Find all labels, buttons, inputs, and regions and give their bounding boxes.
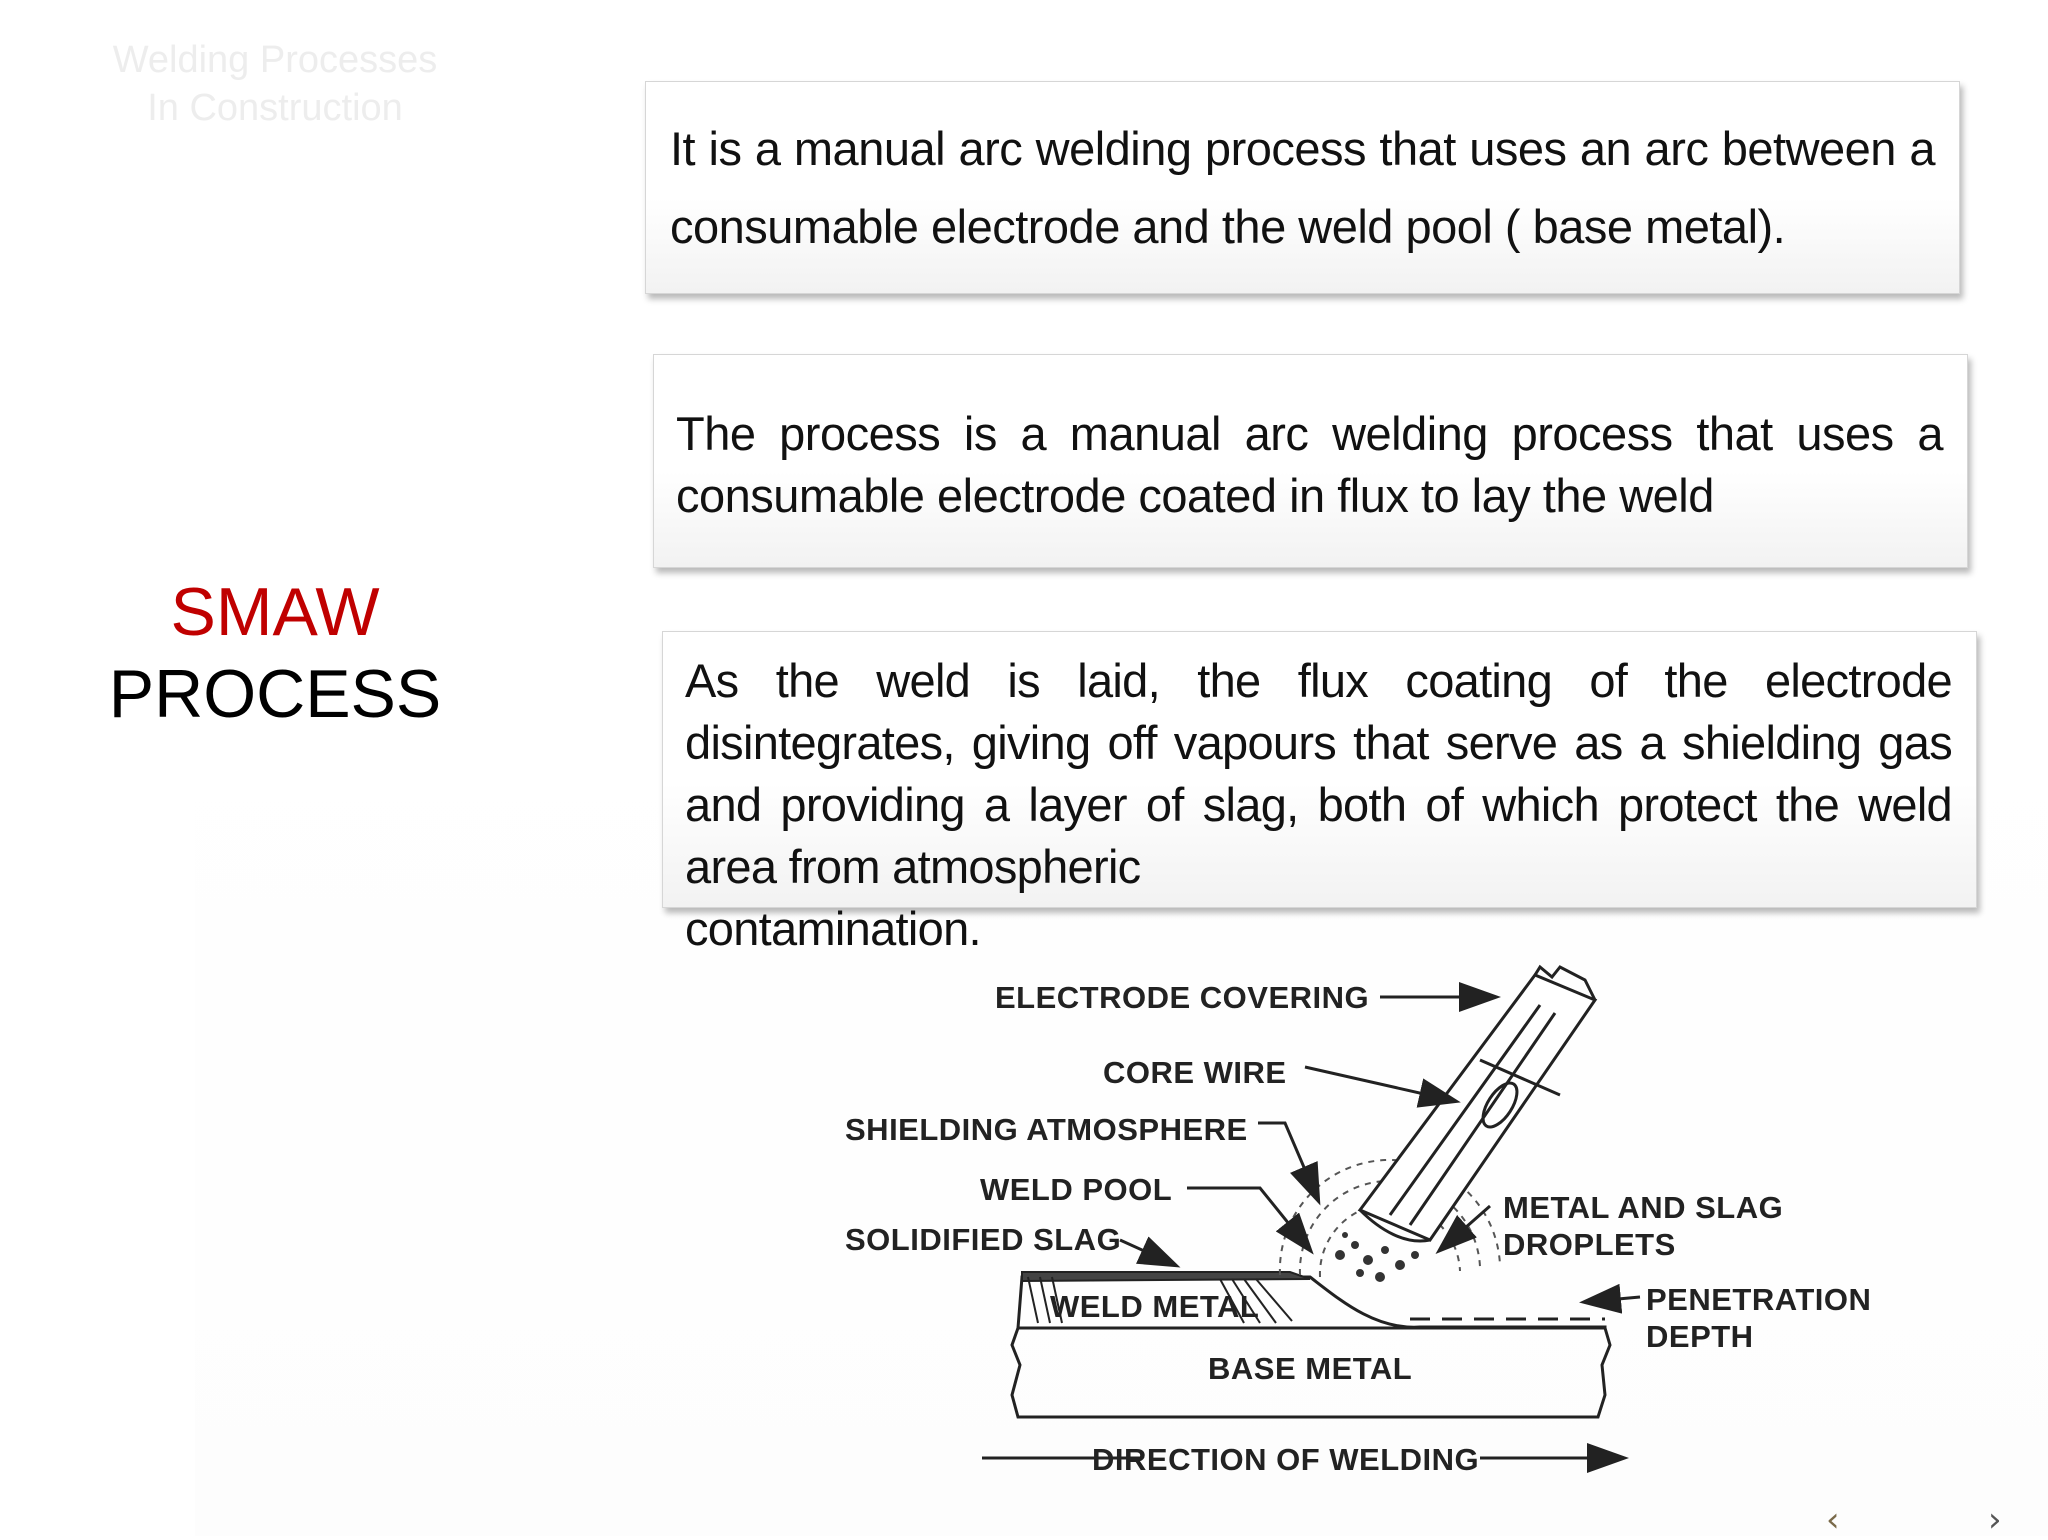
label-metal-slag-droplets-2: DROPLETS: [1503, 1227, 1676, 1262]
flux-text-last: contamination.: [685, 902, 981, 955]
label-metal-slag-droplets-1: METAL AND SLAG: [1503, 1190, 1784, 1225]
label-base-metal: BASE METAL: [1208, 1351, 1413, 1386]
label-direction-of-welding: DIRECTION OF WELDING: [1092, 1442, 1480, 1477]
presentation-title-line2: In Construction: [147, 87, 403, 129]
slide-heading-smaw: SMAW: [170, 574, 380, 650]
definition-box: [645, 81, 1960, 294]
flux-text: As the weld is laid, the flux coating of the electrode disintegrates, giving off vapours that serve as a shielding gas and providing a layer of slag, both of which protect the weld area from atmospheric: [685, 654, 1952, 893]
label-shielding-atmosphere: SHIELDING ATMOSPHERE: [845, 1112, 1248, 1147]
label-penetration-depth-2: DEPTH: [1646, 1319, 1754, 1354]
smaw-diagram: [840, 955, 1890, 1485]
next-slide-icon[interactable]: ›: [1988, 1500, 2002, 1540]
previous-slide-icon[interactable]: ‹: [1826, 1500, 1840, 1540]
slag-layer: [1022, 1272, 1310, 1281]
flux-box: [662, 631, 1977, 955]
label-solidified-slag: SOLIDIFIED SLAG: [845, 1222, 1122, 1257]
slide-heading-process: PROCESS: [108, 656, 442, 732]
label-core-wire: CORE WIRE: [1103, 1055, 1287, 1090]
process-box: [653, 354, 1968, 568]
label-weld-pool: WELD POOL: [980, 1172, 1173, 1207]
presentation-title: [60, 36, 490, 132]
label-weld-metal: WELD METAL: [1050, 1289, 1260, 1324]
presentation-title-line1: Welding Processes: [112, 39, 438, 81]
process-text: The process is a manual arc welding process that uses a consumable electrode coated in flux to lay the weld: [676, 407, 1943, 522]
label-electrode-covering: ELECTRODE COVERING: [995, 980, 1370, 1015]
definition-text: It is a manual arc welding process that uses an arc between a consumable electrode and the weld pool ( base metal).: [670, 122, 1935, 253]
slide-heading: [60, 572, 490, 736]
label-penetration-depth-1: PENETRATION: [1646, 1282, 1872, 1317]
